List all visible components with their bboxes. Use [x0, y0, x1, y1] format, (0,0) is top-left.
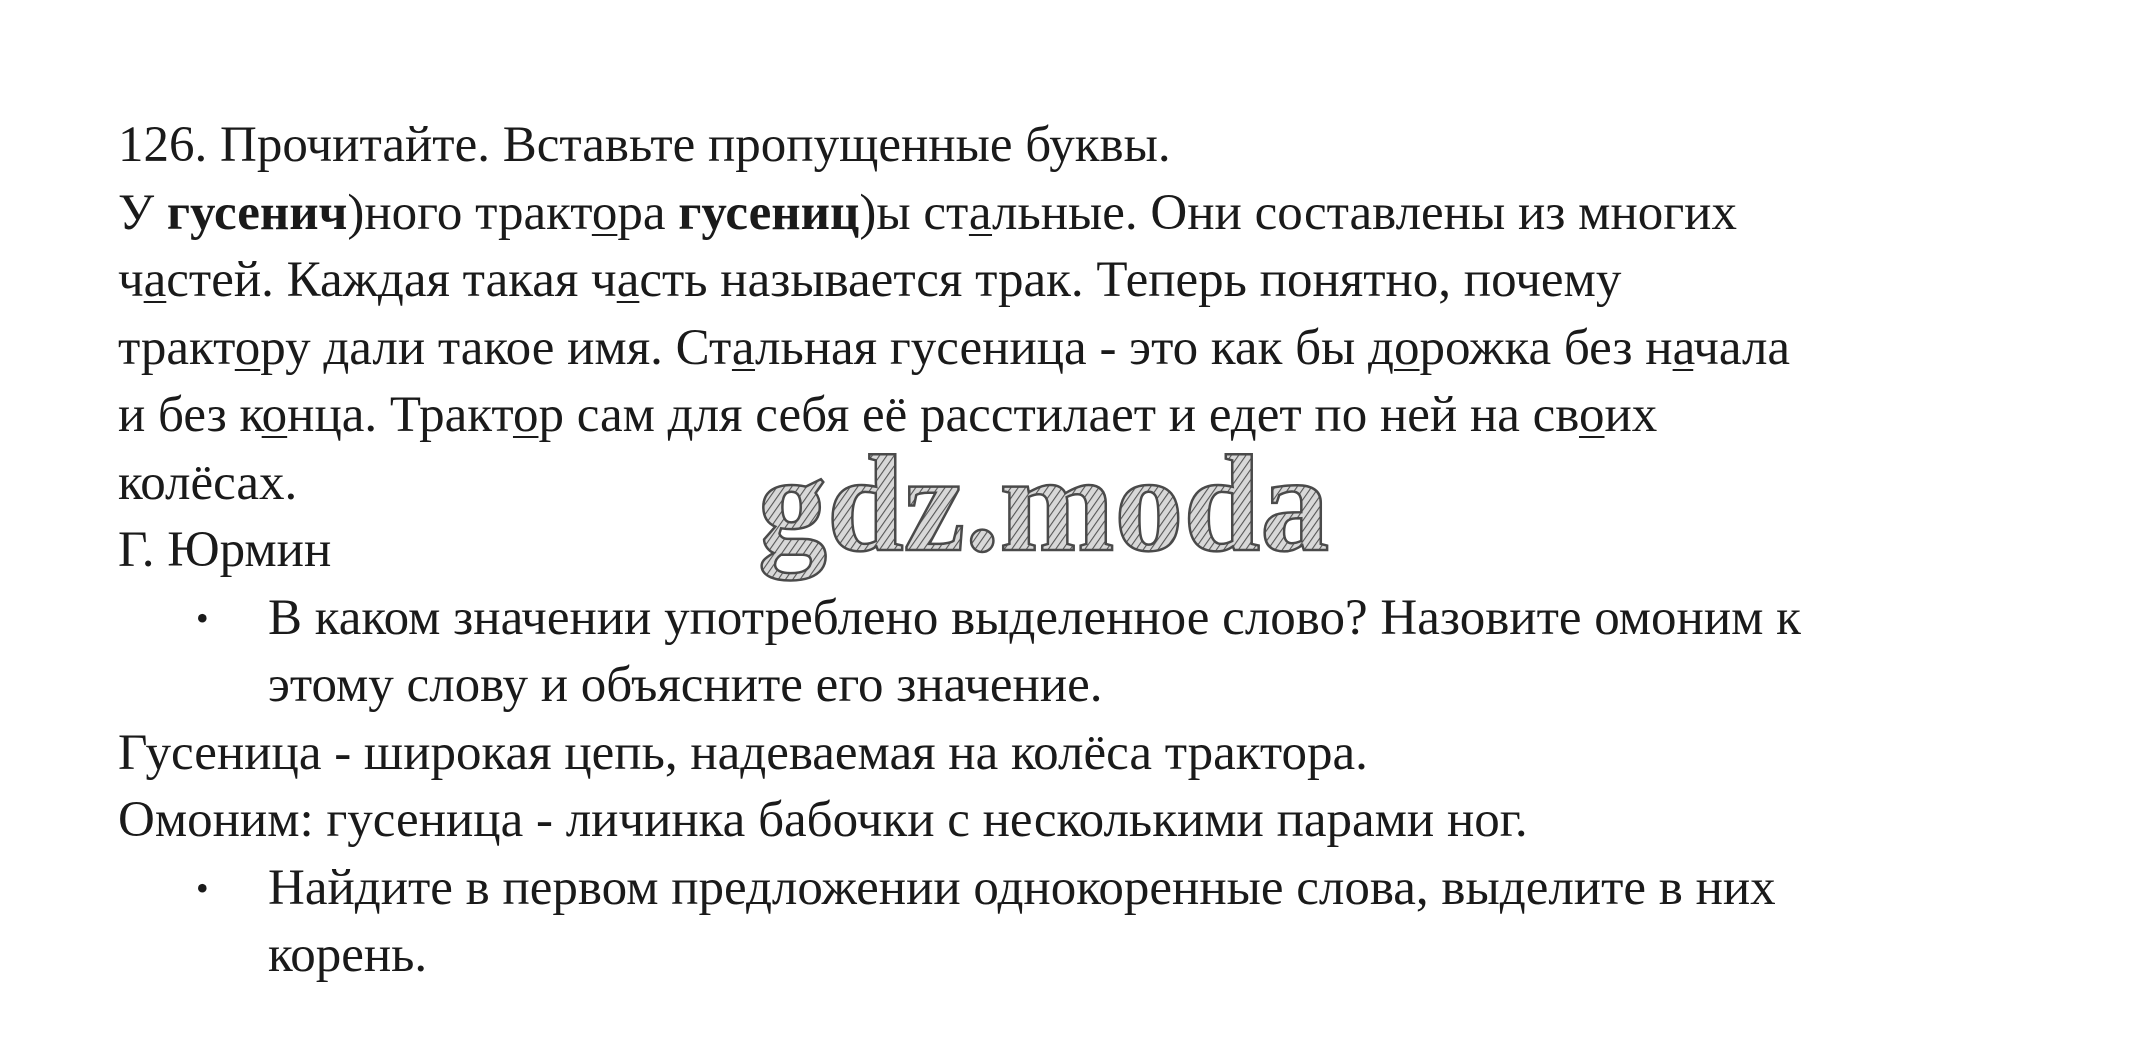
inserted-letter: а [731, 319, 756, 376]
text-fragment: чала [1693, 319, 1791, 376]
question-text-line: этому слову и объясните его значение. [268, 657, 1103, 713]
text-fragment: и без к [118, 387, 262, 443]
question-item [118, 855, 2108, 990]
inserted-letter: о [1579, 387, 1605, 443]
paragraph-line [118, 247, 2108, 315]
text-fragment: ра [617, 184, 679, 241]
text-fragment: )ы ст [859, 184, 969, 241]
inserted-letter: о [261, 387, 288, 443]
highlighted-word: гусениц [678, 184, 860, 241]
question-text-line: Найдите в первом предложении однокоренные слова, выделите в них [268, 859, 1776, 916]
question-item [118, 585, 2108, 720]
inserted-letter: о [234, 319, 261, 376]
watermark-graphic [752, 438, 1362, 598]
inserted-letter: о [512, 387, 539, 443]
inserted-letter: о [1394, 319, 1420, 376]
text-fragment: их [1604, 387, 1658, 443]
text-fragment: колёсах. [118, 454, 298, 511]
inserted-letter: а [1672, 319, 1694, 376]
watermark-text: gdz.moda [758, 438, 1330, 580]
text-fragment: ру дали такое имя. Ст [260, 319, 732, 376]
paragraph-line [118, 180, 2108, 248]
text-fragment: ч [118, 252, 144, 308]
author-name: Г. Юрмин [118, 522, 332, 578]
inserted-letter: а [143, 252, 167, 308]
inserted-letter: о [591, 184, 618, 241]
inserted-letter: а [968, 184, 993, 241]
exercise-heading: 126. Прочитайте. Вставьте пропущенные буквы. [118, 117, 1171, 173]
text-fragment: сть называется трак. Теперь понятно, почему [639, 252, 1622, 308]
answer-definition: Гусеница - широкая цепь, надеваемая на колёса трактора. [118, 724, 1368, 781]
text-fragment: нца. Тракт [287, 387, 513, 443]
watermark-logo [752, 438, 1362, 598]
text-fragment: льная гусеница - это как бы д [755, 319, 1395, 376]
highlighted-word: гусенич [166, 184, 348, 241]
text-fragment: р сам для себя её расстилает и едет по ней на св [538, 387, 1579, 443]
text-fragment: рожка без н [1419, 319, 1673, 376]
text-fragment: У [118, 184, 167, 241]
question-text-line: В каком значении употреблено выделенное слово? Назовите омоним к [268, 589, 1801, 646]
text-fragment: стей. Каждая такая ч [166, 252, 617, 308]
bullet-icon: • [196, 867, 209, 908]
bullet-icon: • [196, 597, 209, 638]
text-fragment: льные. Они составлены из многих [992, 184, 1737, 241]
text-fragment: )ного тракт [347, 184, 592, 241]
question-text-line: корень. [268, 927, 428, 983]
paragraph-line [118, 315, 2108, 383]
inserted-letter: а [616, 252, 640, 308]
answer-homonym: Омоним: гусеница - личинка бабочки с несколькими парами ног. [118, 792, 1528, 848]
text-fragment: тракт [118, 319, 235, 376]
